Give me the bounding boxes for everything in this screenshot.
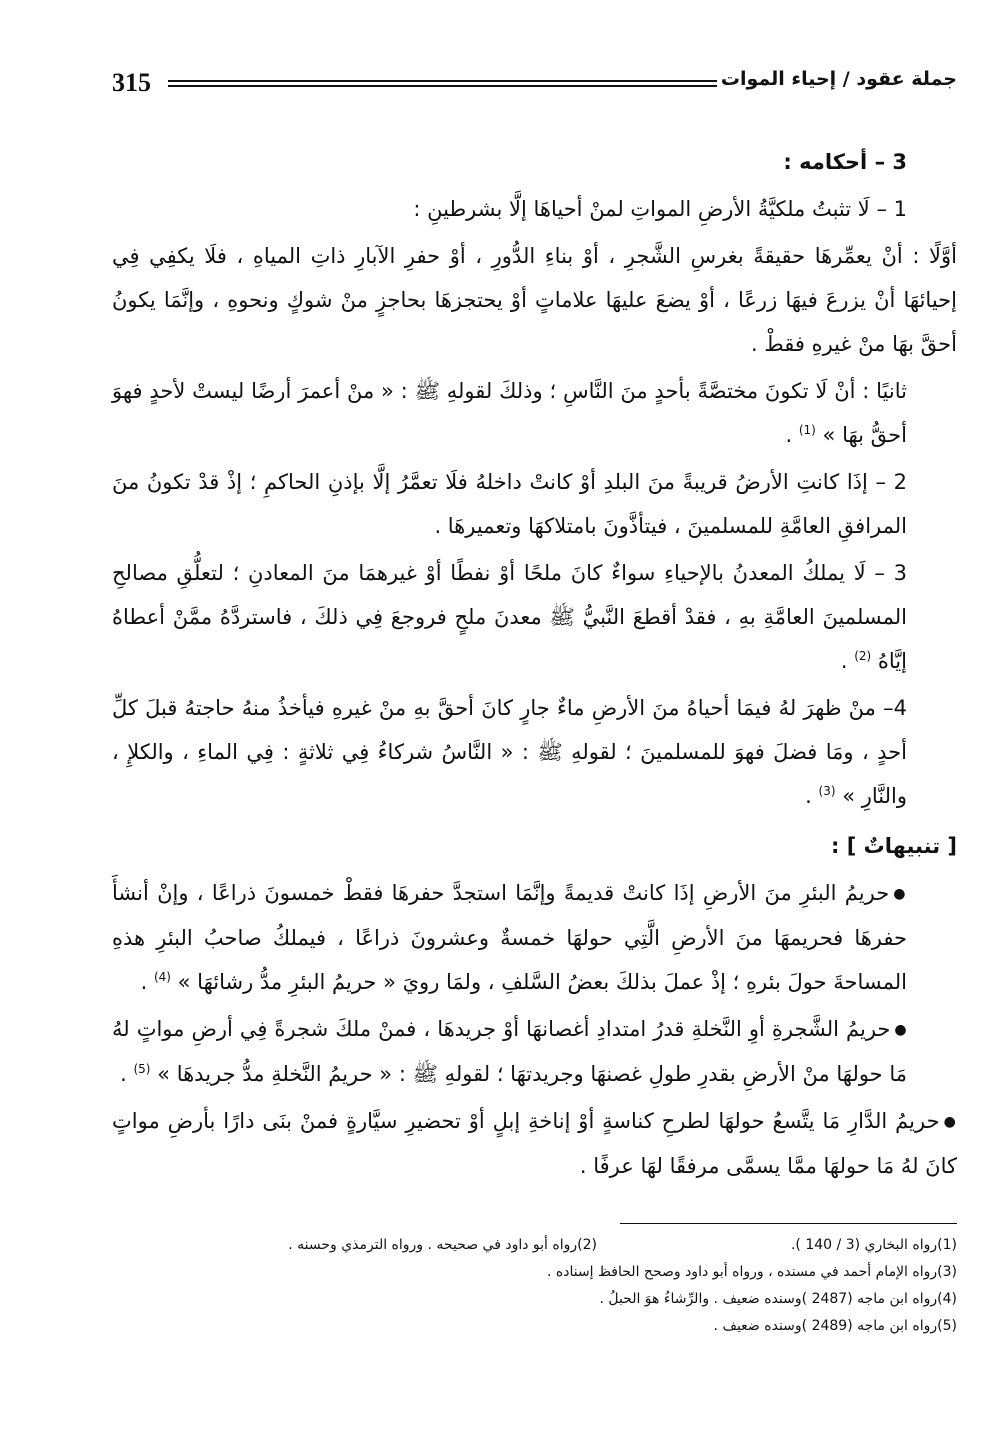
footnote-ref: (1) [798, 423, 816, 437]
running-title: جملة عقود / إحياء الموات [720, 68, 957, 90]
footnote-4: (4)رواه ابن ماجه (2487 )وسنده ضعيف . والرِّشاءُ هوَ الحبلُ . [599, 1291, 957, 1307]
footnote-5: (5)رواه ابن ماجه (2489 )وسنده ضعيف . [713, 1318, 957, 1334]
footnote-3: (3)رواه الإمام أحمد في مسنده ، ورواه أبو داود وصحح الحافظ إسناده . [546, 1264, 957, 1280]
paragraph-3: ثانيًا : أنْ لَا تكونَ مختصَّةً بأحدٍ منَ النَّاسِ ؛ وذلكَ لقولهِ ﷺ : « منْ أعمرَ أرضًا ليستْ لأحدٍ فهوَ أحقُّ بهَا » $^{(1)}$ . [112, 379, 907, 447]
bullet-item-3: ●حريمُ الدَّارِ مَا يتَّسعُ حولهَا لطرحِ كناسةٍ أوْ إناخةِ إبلٍ أوْ تحضيرِ سيَّارةٍ فمنْ بنَى دارًا بأرضِ مواتٍ كانَ لهُ مَا حولهَا ممَّا يسمَّى مرفقًا لهَا عرفًا . [112, 1109, 957, 1178]
footnote-ref: (2) [854, 649, 872, 663]
footnote-2: (2)رواه أبو داود في صحيحه . ورواه الترمذي وحسنه . [288, 1237, 597, 1253]
bullet-icon: ● [943, 1114, 957, 1130]
footnote-ref: (4) [153, 970, 171, 984]
bullet-item-2: ●حريمُ الشَّجرةِ أوِ النَّخلةِ قدرُ امتدادِ أغصانهَا أوْ جريدهَا ، فمنْ ملكَ شجرةً فِي أرضِ مواتٍ لهُ مَا حولهَا منْ الأرضِ بقدرِ طولِ غصنهَا وجريدتهَا ؛ لقولهِ ﷺ : « حريمُ النَّخلةِ مدُّ جريدهَا » $^{(5)}$ . [112, 1017, 908, 1086]
footnote-1: (1)رواه البخاري (3 / 140 ). [790, 1237, 957, 1253]
header-rule [168, 80, 717, 87]
bullet-item-1: ●حريمُ البئرِ منَ الأرضِ إذَا كانتْ قديمةً وإنَّمَا استجدَّ حفرهَا فقطْ خمسونَ ذراعًا ، وإنْ أنشأَ حفرهَا فحريمهَا منَ الأرضِ الَّتِي حولهَا خمسةٌ وعشرونَ ذراعًا ، فيملكُ صاحبُ البئرِ هذهِ المساحةَ حولَ بئرهِ ؛ إذْ عملَ بذلكَ بعضُ السَّلفِ ، ولمَا رويَ « حريمُ البئرِ مدُّ رشائهَا » $^{(4)}$ . [112, 881, 908, 994]
footnotes [112, 1232, 957, 1340]
paragraph-6: 4– منْ ظهرَ لهُ فيمَا أحياهُ منَ الأرضِ ماءٌ جارٍ كانَ أحقَّ بهِ منْ غيرهِ فيأخذُ منهُ حاجتهُ قبلَ كلِّ أحدٍ ، ومَا فضلَ فهوَ للمسلمينَ ؛ لقولهِ ﷺ : « النَّاسُ شركاءُ فِي ثلاثةٍ : فِي الماءِ ، والكلإِ ، والنَّارِ » $^{(3)}$ . [112, 696, 907, 808]
bullet-icon: ● [893, 886, 908, 902]
paragraph-4: 2 – إذَا كانتِ الأرضُ قريبةً منَ البلدِ أوْ كانتْ داخلهُ فلَا تعمَّرُ إلَّا بإذنِ الحاكمِ ؛ إذْ قدْ تكونُ منَ المرافقِ العامَّةِ للمسلمينَ ، فيتأذَّونَ بامتلاكهَا وتعميرهَا . [112, 470, 907, 538]
paragraph-5: 3 – لَا يملكُ المعدنُ بالإحياءِ سواءٌ كانَ ملحًا أوْ نفطًا أوْ غيرهمَا منَ المعادنِ ؛ لتعلُّقِ مصالحِ المسلمينَ العامَّةِ بهِ ، فقدْ أقطعَ النَّبيُّ ﷺ معدنَ ملحٍ فروجعَ فِي ذلكَ ، فاستردَّهُ ممَّنْ أعطاهُ إيَّاهُ $^{(2)}$ . [112, 561, 907, 673]
notes-heading: [ تنبيهاتٌ ] : [831, 834, 957, 858]
page-number: 315 [112, 68, 151, 97]
footnote-ref: (3) [818, 784, 836, 798]
page-header [112, 66, 957, 106]
main-text [112, 140, 957, 1191]
section-heading: 3 – أحكامه : [783, 150, 907, 174]
paragraph-1: 1 – لَا تثبتُ ملكيَّةُ الأرضِ المواتِ لمنْ أحياهَا إلَّا بشرطينِ : [413, 197, 907, 221]
bullet-icon: ● [894, 1022, 908, 1038]
footnote-ref: (5) [133, 1062, 151, 1076]
footnote-row [112, 1232, 957, 1259]
paragraph-2: أوَّلًا : أنْ يعمِّرهَا حقيقةً بغرسِ الشَّجرِ ، أوْ بناءِ الدُّورِ ، أوْ حفرِ الآبارِ ذاتِ المياهِ ، فلَا يكفِي فِي إحيائهَا أنْ يزرعَ فيهَا زرعًا ، أوْ يضعَ عليهَا علاماتٍ أوْ يحتجزهَا بحاجزٍ منْ شوكٍ ونحوهِ ، وإنَّمَا يكونُ أحقَّ بهَا منْ غيرهِ فقطْ . [112, 244, 957, 356]
footnote-rule [620, 1223, 957, 1224]
